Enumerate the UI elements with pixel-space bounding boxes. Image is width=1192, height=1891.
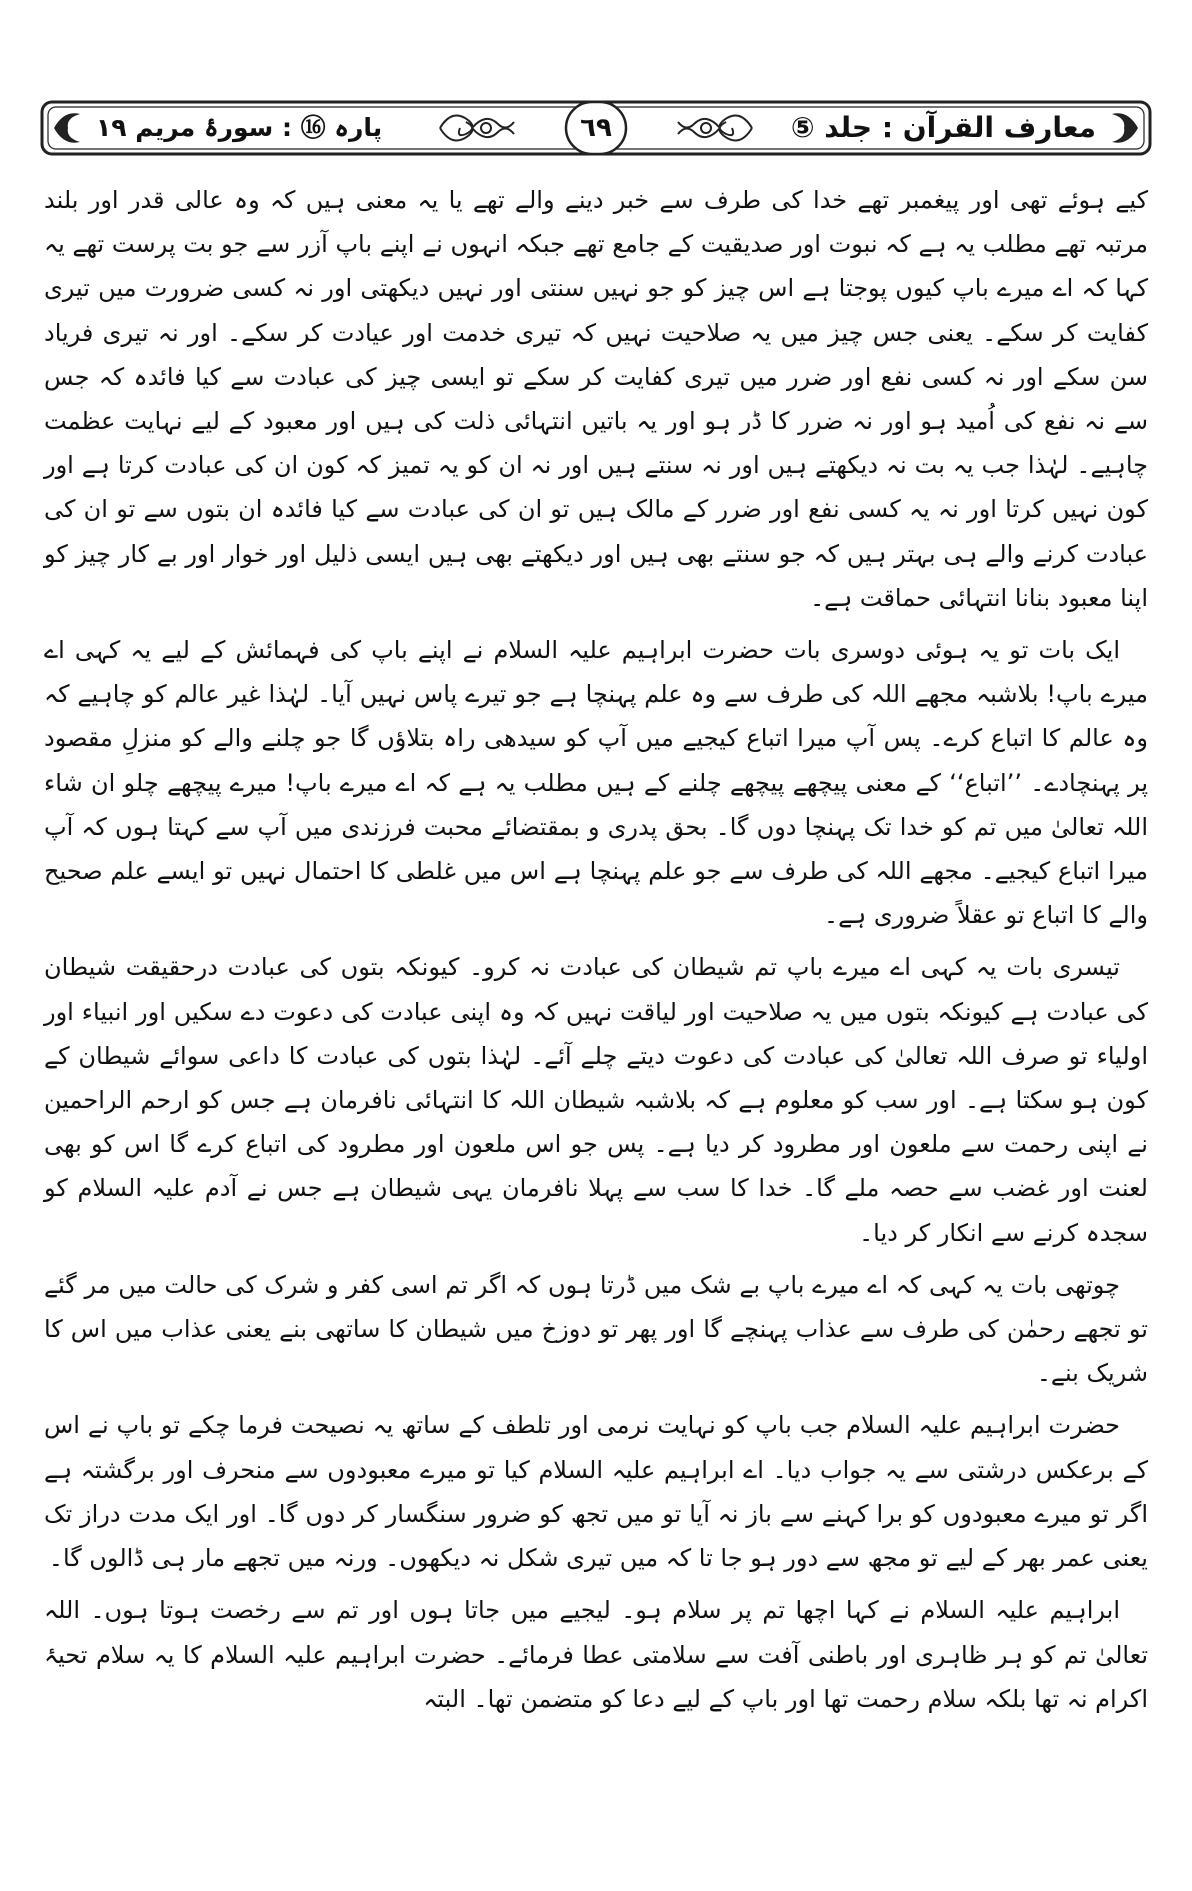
paragraph-5: حضرت ابراہیم علیہ السلام جب باپ کو نہایت نرمی اور تلطف کے ساتھ یہ نصیحت فرما چکے تو باپ نے اس کے برعکس درشتی سے یہ جواب دیا۔ اے ابراہیم علیہ السلام کیا تو میرے معبودوں سے منحرف اور برگشتہ ہے اگر تو میرے معبودوں کو برا کہنے سے باز نہ آیا تو میں تجھ کو ضرور سنگسار کر دوں گا۔ اور ایک مدت دراز تک یعنی عمر بھر کے لیے تو مجھ سے دور ہو جا تا کہ میں تیری شکل نہ دیکھوں۔ ورنہ میں تجھے مار ہی ڈالوں گا۔	[44, 1411, 1148, 1573]
paragraph-1: کیے ہوئے تھی اور پیغمبر تھے خدا کی طرف سے خبر دینے والے تھے یا یہ معنی ہیں کہ وہ عالی قدر اور بلند مرتبہ تھے مطلب یہ ہے کہ نبوت اور صدیقیت کے جامع تھے جبکہ انہوں نے اپنے باپ آزر سے جو بت پرست تھے یہ کہا کہ اے میرے باپ کیوں پوجتا ہے اس چیز کو جو نہیں سنتی اور نہیں دیکھتی اور نہ کسی ضرورت میں تیری کفایت کر سکے۔ یعنی جس چیز میں یہ صلاحیت نہیں کہ تیری خدمت اور عیادت کر سکے۔ اور نہ تیری فریاد سن سکے اور نہ کسی نفع اور ضرر میں تیری کفایت کر سکے تو ایسی چیز کی عبادت سے کیا فائدہ کہ جس سے نہ نفع کی اُمید ہو اور نہ ضرر کا ڈر ہو اور یہ باتیں انتہائی ذلت کی ہیں اور معبود کے لیے نہایت عظمت چاہیے۔ لہٰذا جب یہ بت نہ دیکھتے ہیں اور نہ سنتے ہیں اور نہ ان کو یہ تمیز کہ کون ان کی عبادت کرتا ہے اور کون نہیں کرتا اور نہ یہ کسی نفع اور ضرر کے مالک ہیں تو ان کی عبادت سے کیا فائدہ ان بتوں سے تو ان کی عبادت کرنے والے ہی بہتر ہیں کہ جو سنتے بھی ہیں اور دیکھتے بھی ہیں ایسی ذلیل اور خوار اور بے کار چیز کو اپنا معبود بنانا انتہائی حماقت ہے۔	[44, 186, 1149, 612]
body-text	[44, 178, 1148, 1721]
header-ornament-left-icon	[436, 104, 516, 152]
paragraph-4: چوتھی بات یہ کہی کہ اے میرے باپ بے شک میں ڈرتا ہوں کہ اگر تم اسی کفر و شرک کی حالت میں مر گئے تو تجھے رحمٰن کی طرف سے عذاب پہنچے گا اور پھر تو دوزخ میں شیطان کا ساتھی بنے یعنی عذاب میں اس کا شریک بنے۔	[44, 1270, 1148, 1388]
paragraph-2: ایک بات تو یہ ہوئی دوسری بات حضرت ابراہیم علیہ السلام نے اپنے باپ کی فہمائش کے لیے یہ کہی اے میرے باپ! بلاشبہ مجھے اللہ کی طرف سے وہ علم پہنچا ہے جو تیرے پاس نہیں آیا۔ لہٰذا غیر عالم کو چاہیے کہ وہ عالم کا اتباع کرے۔ پس آپ میرا اتباع کیجیے میں آپ کو سیدھی راہ بتلاؤں گا جو چلنے والے کو منزلِ مقصود پر پہنچادے۔ ’’اتباع‘‘ کے معنی پیچھے پیچھے چلنے کے ہیں مطلب یہ ہے کہ اے میرے باپ! میرے پیچھے چلو ان شاء اللہ تعالیٰ میں تم کو خدا تک پہنچا دوں گا۔ بحق پدری و بمقتضائے محبت فرزندی میں آپ سے کہتا ہوں کہ آپ میرا اتباع کیجیے۔ مجھے اللہ کی طرف سے جو علم پہنچا ہے اس میں غلطی کا احتمال نہیں تو ایسے علم صحیح والے کا اتباع تو عقلاً ضروری ہے۔	[44, 636, 1149, 930]
paragraph-3: تیسری بات یہ کہی اے میرے باپ تم شیطان کی عبادت نہ کرو۔ کیونکہ بتوں کی عبادت درحقیقت شیطان کی عبادت ہے کیونکہ بتوں میں یہ صلاحیت اور لیاقت نہیں کہ وہ اپنی عبادت کی دعوت دے سکیں اور انبیاء اور اولیاء تو صرف اللہ تعالیٰ کی عبادت کی دعوت دیتے چلے آئے۔ لہٰذا بتوں کی عبادت کا داعی سوائے شیطان کے کون ہو سکتا ہے۔ اور سب کو معلوم ہے کہ بلاشبہ شیطان اللہ کا انتہائی نافرمان ہے جس کو ارحم الراحمین نے اپنی رحمت سے ملعون اور مطرود کر دیا ہے۔ پس جو اس ملعون اور مطرود کی اتباع کرے گا اس کو بھی لعنت اور غضب سے حصہ ملے گا۔ خدا کا سب سے پہلا نافرمان یہی شیطان ہے جس نے آدم علیہ السلام کو سجدہ کرنے سے انکار کر دیا۔	[44, 953, 1148, 1247]
paragraph-6: ابراہیم علیہ السلام نے کہا اچھا تم پر سلام ہو۔ لیجیے میں جاتا ہوں اور تم سے رخصت ہوتا ہوں۔ اللہ تعالیٰ تم کو ہر ظاہری اور باطنی آفت سے سلامتی عطا فرمائے۔ حضرت ابراہیم علیہ السلام کا یہ سلام تحیۂ اکرام نہ تھا بلکہ سلام رحمت تھا اور باپ کے لیے دعا کو متضمن تھا۔ البتہ	[44, 1596, 1148, 1713]
header-ornament-right-icon	[676, 104, 756, 152]
page-number: ٦٩	[580, 113, 612, 143]
section-label: پارہ ⑯ : سورۂ مریم ١٩	[96, 113, 383, 142]
page-header	[40, 96, 1152, 160]
book-title: معارف القرآن : جلد ⑤	[790, 111, 1096, 144]
